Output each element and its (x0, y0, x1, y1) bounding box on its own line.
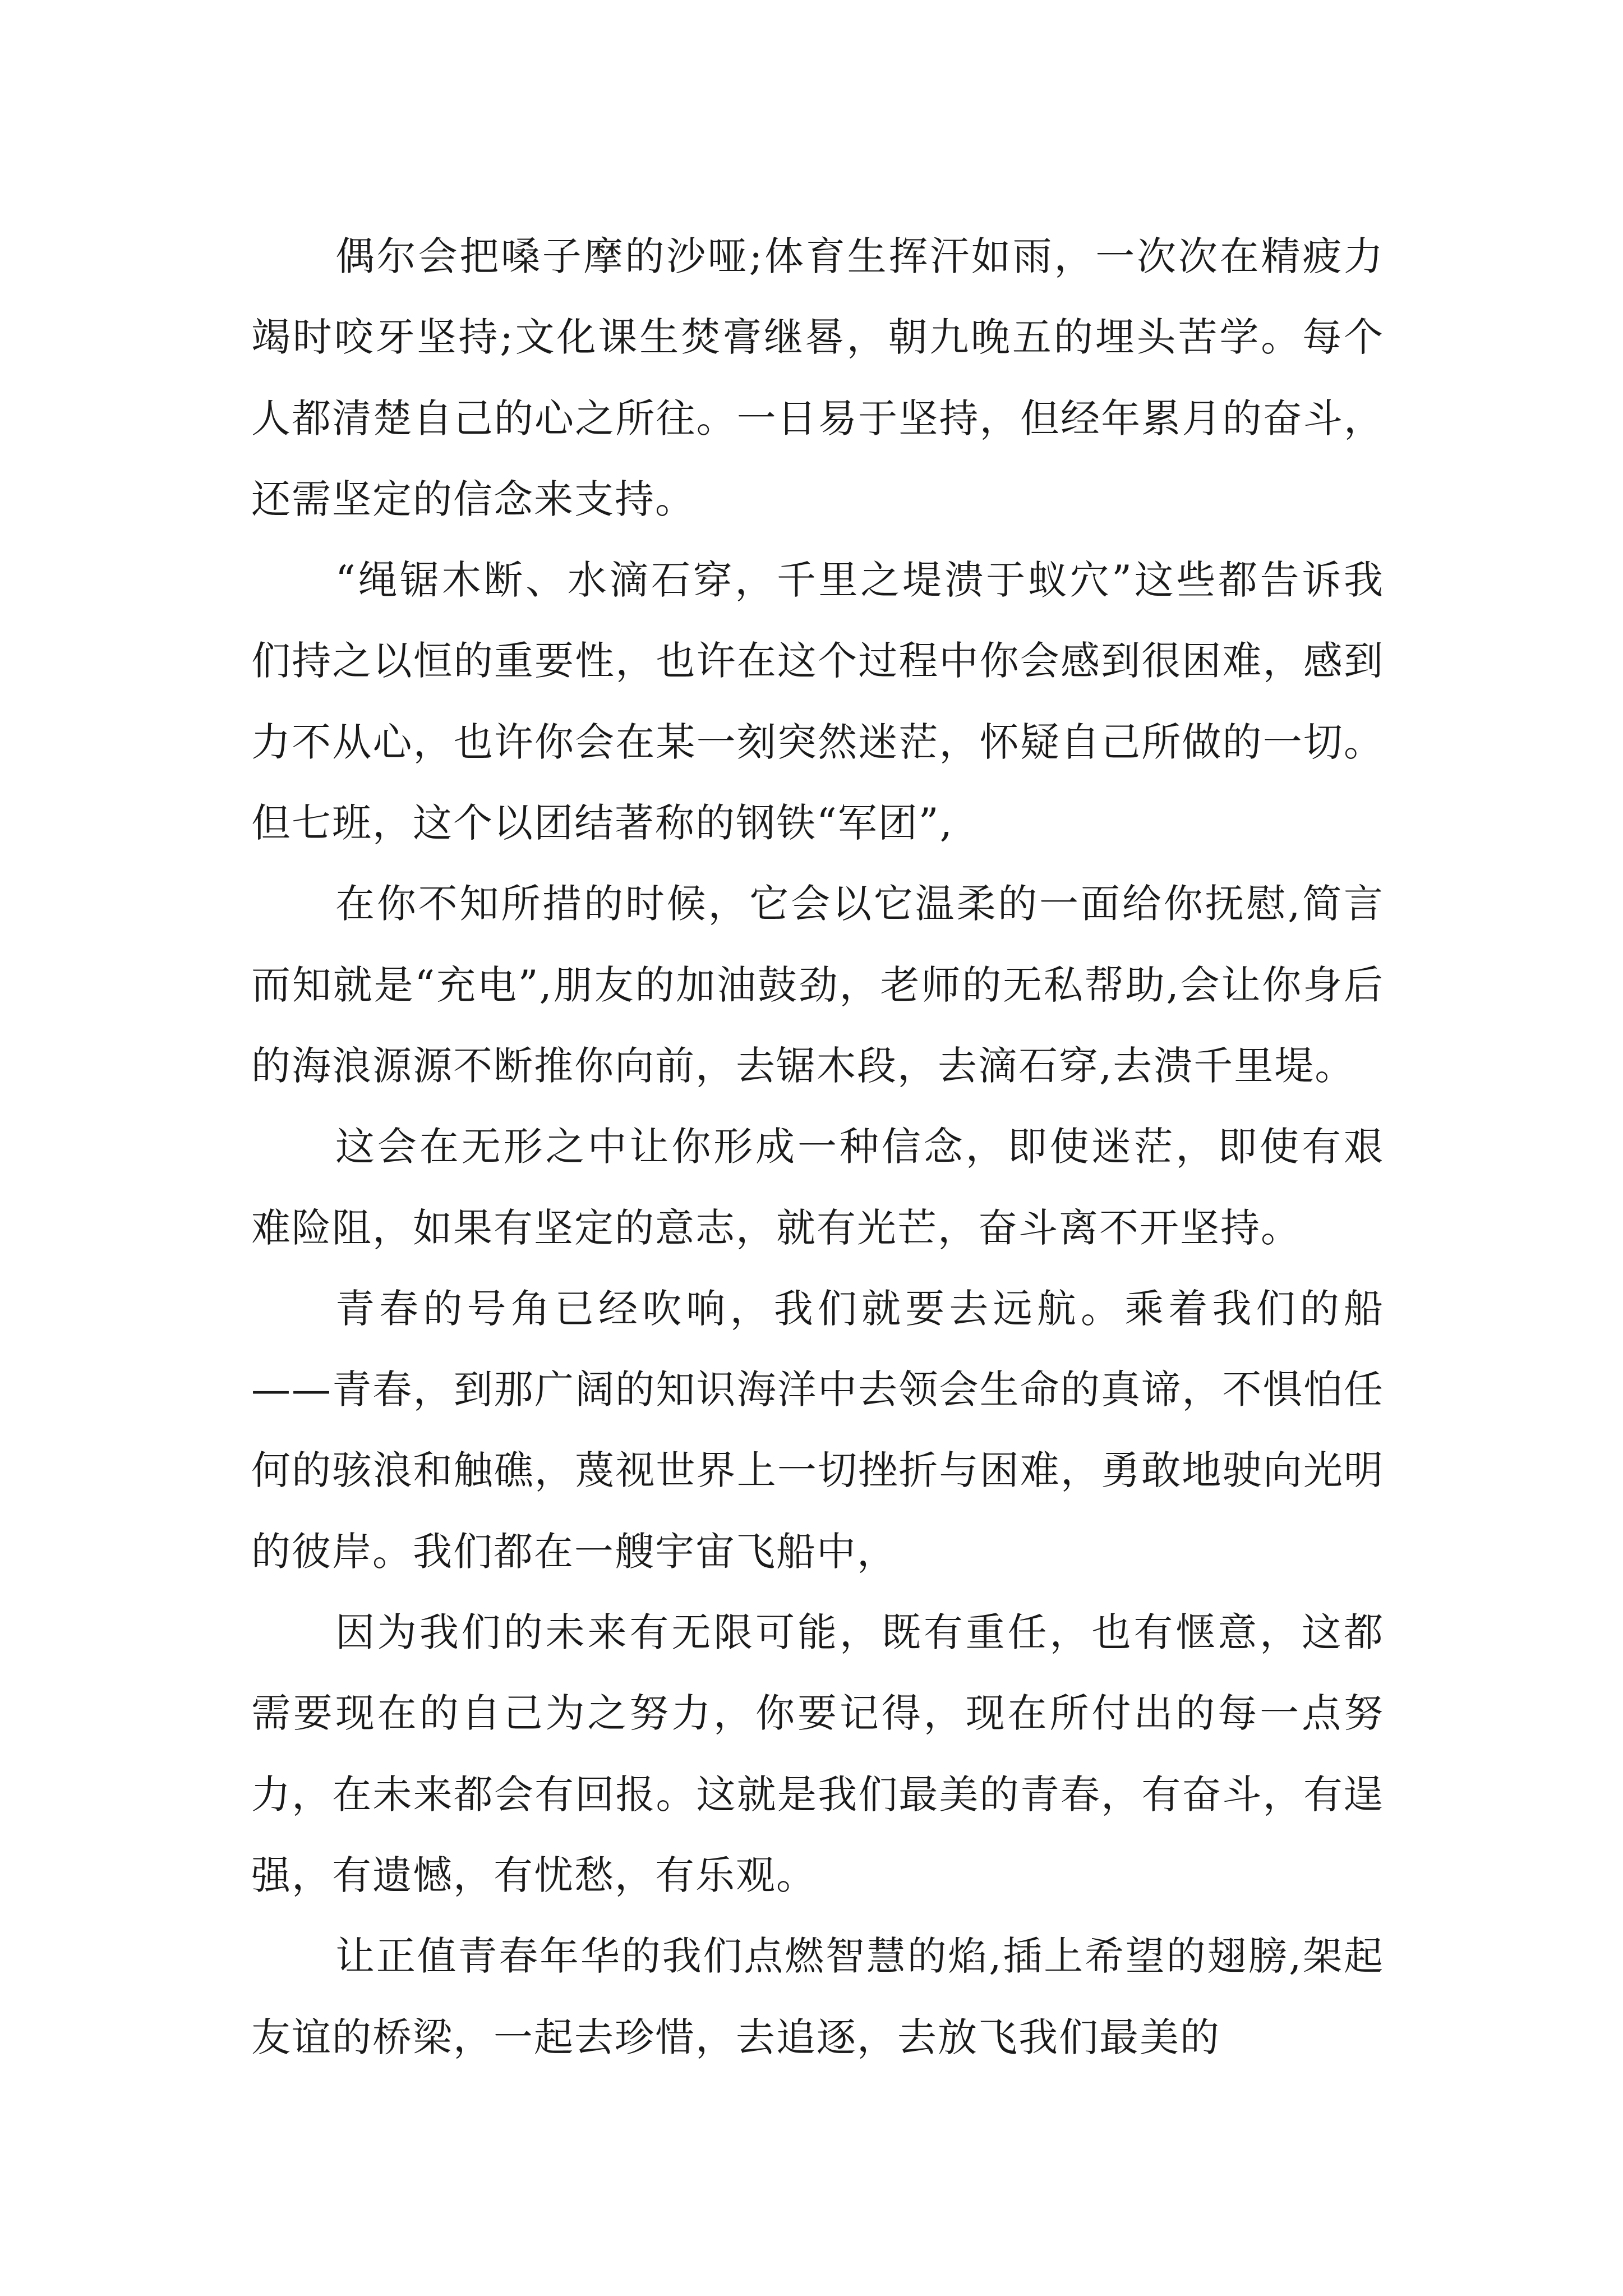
paragraph-1: 偶尔会把嗓子摩的沙哑;体育生挥汗如雨，一次次在精疲力竭时咬牙坚持;文化课生焚膏继晷，朝九晚五的埋头苦学。每个人都清楚自己的心之所往。一日易于坚持，但经年累月的奋斗，还需坚定的信念来支持。 (251, 233, 1384, 522)
paragraph-7: 让正值青春年华的我们点燃智慧的焰,插上希望的翅膀,架起友谊的桥梁，一起去珍惜，去追逐，去放飞我们最美的 (251, 1933, 1384, 2060)
document-body (251, 216, 1384, 2078)
paragraph-5: 青春的号角已经吹响，我们就要去远航。乘着我们的船——青春，到那广阔的知识海洋中去领会生命的真谛，不惧怕任何的骇浪和触礁，蔑视世界上一切挫折与困难，勇敢地驶向光明的彼岸。我们都在一艘宇宙飞船中， (251, 1285, 1384, 1575)
paragraph-4: 这会在无形之中让你形成一种信念，即使迷茫，即使有艰难险阻，如果有坚定的意志，就有光芒，奋斗离不开坚持。 (251, 1124, 1384, 1251)
paragraph-2: “绳锯木断、水滴石穿，千里之堤溃于蚁穴”这些都告诉我们持之以恒的重要性，也许在这个过程中你会感到很困难，感到力不从心，也许你会在某一刻突然迷茫，怀疑自己所做的一切。但七班，这个以团结著称的钢铁“军团”, (251, 557, 1384, 846)
paragraph-3: 在你不知所措的时候，它会以它温柔的一面给你抚慰,简言而知就是“充电”,朋友的加油鼓劲，老师的无私帮助,会让你身后的海浪源源不断推你向前，去锯木段，去滴石穿,去溃千里堤。 (251, 881, 1384, 1089)
paragraph-6: 因为我们的未来有无限可能，既有重任，也有惬意，这都需要现在的自己为之努力，你要记得，现在所付出的每一点努力，在未来都会有回报。这就是我们最美的青春，有奋斗，有逞强，有遗憾，有忧愁，有乐观。 (251, 1609, 1384, 1898)
